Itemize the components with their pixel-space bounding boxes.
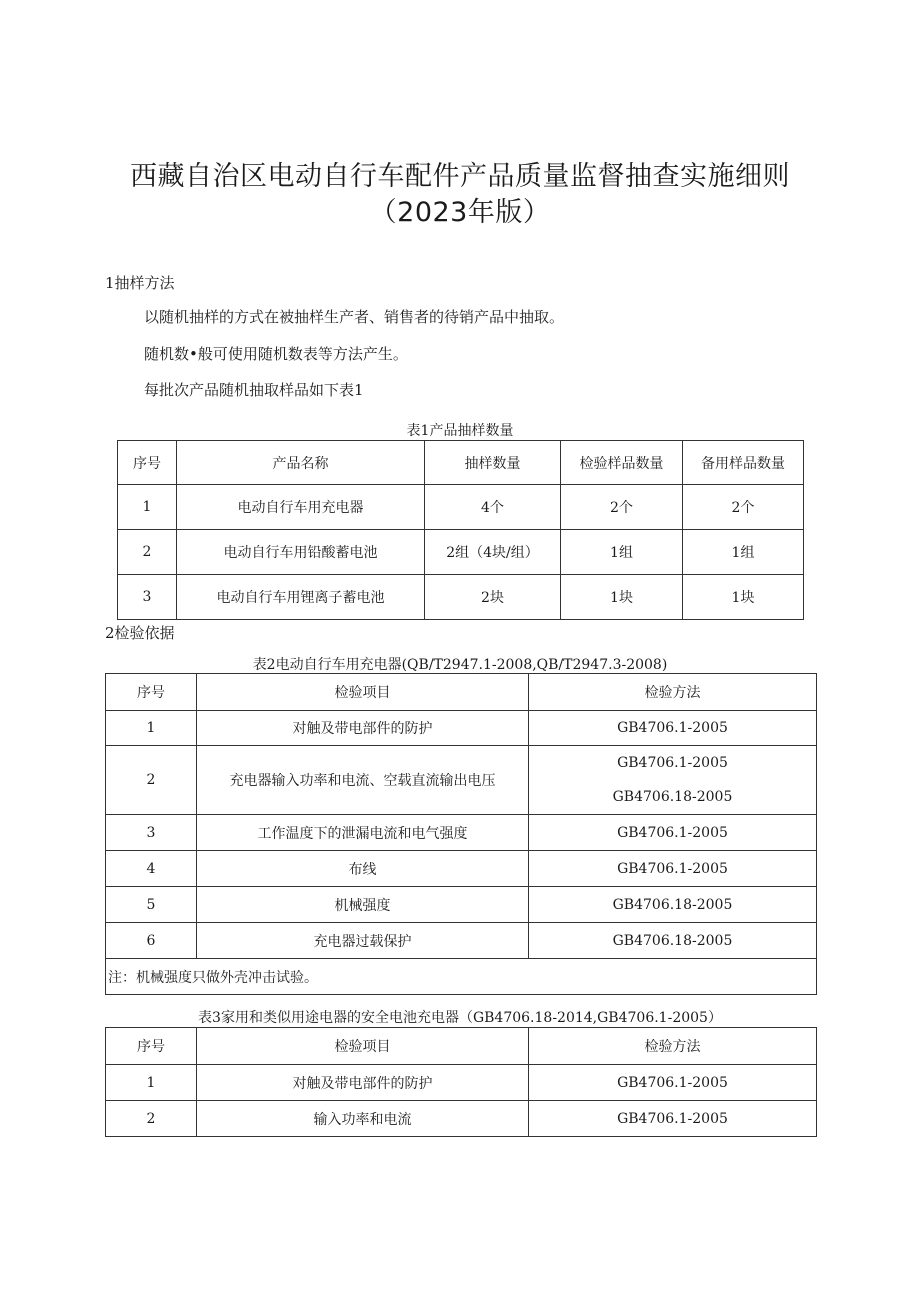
table-3-caption: 表3家用和类似用途电器的安全电池充电器（GB4706.18-2014,GB4706.1-2005）: [198, 1010, 722, 1026]
table-cell: 2: [118, 530, 177, 575]
table-cell: 机械强度: [197, 887, 529, 923]
table-cell: 3: [118, 575, 177, 620]
table-1-caption: 表1产品抽样数量: [406, 423, 514, 439]
table-cell: 对触及带电部件的防护: [197, 711, 529, 746]
table-cell: 1组: [683, 530, 804, 575]
table-header-row: [106, 1028, 817, 1065]
table-cell: 工作温度下的泄漏电流和电气强度: [197, 815, 529, 851]
table-cell: 5: [106, 887, 197, 923]
table-cell: 2个: [561, 485, 683, 530]
table-cell: 2个: [683, 485, 804, 530]
document-title: 西藏自治区电动自行车配件产品质量监督抽查实施细则: [130, 161, 790, 192]
table-cell: 1: [106, 711, 197, 746]
table-cell: 对触及带电部件的防护: [197, 1065, 529, 1101]
table-row: [106, 746, 817, 815]
table-cell: 4: [106, 851, 197, 887]
table-cell: GB4706.1-2005: [529, 1101, 817, 1137]
table-cell: 1块: [561, 575, 683, 620]
table-note-row: [106, 959, 817, 995]
table-header-cell: 序号: [106, 674, 197, 711]
table-cell: 1: [106, 1065, 197, 1101]
table-header-cell: 序号: [118, 441, 177, 485]
table-cell: 2组（4块/组）: [425, 530, 561, 575]
table-3-battery-charger-safety: [105, 1027, 817, 1137]
section-1-paragraph-3: 每批次产品随机抽取样品如下表1: [144, 381, 364, 399]
table-cell: GB4706.1-2005: [529, 1065, 817, 1101]
table-cell: 电动自行车用铅酸蓄电池: [177, 530, 425, 575]
table-header-cell: 检验样品数量: [561, 441, 683, 485]
table-row: [106, 923, 817, 959]
table-row: [106, 851, 817, 887]
table-2-charger-inspection: [105, 673, 817, 995]
table-header-cell: 备用样品数量: [683, 441, 804, 485]
table-header-cell: 序号: [106, 1028, 197, 1065]
table-row: [118, 575, 804, 620]
table-header-cell: 检验方法: [529, 674, 817, 711]
table-cell: 4个: [425, 485, 561, 530]
table-cell: 电动自行车用锂离子蓄电池: [177, 575, 425, 620]
table-row: [106, 711, 817, 746]
table-cell-multi: [529, 746, 817, 815]
table-2-caption: 表2电动自行车用充电器(QB/T2947.1-2008,QB/T2947.3-2008): [252, 657, 668, 673]
table-note: 注：机械强度只做外壳冲击试验。: [106, 959, 817, 995]
section-1-heading: 1抽样方法: [105, 274, 175, 292]
table-cell: GB4706.18-2005: [529, 887, 817, 923]
table-cell: GB4706.1-2005: [529, 815, 817, 851]
table-header-cell: 检验项目: [197, 1028, 529, 1065]
table-row: [118, 485, 804, 530]
table-cell: GB4706.1-2005: [529, 711, 817, 746]
table-cell: 2: [106, 746, 197, 815]
table-cell: 2: [106, 1101, 197, 1137]
table-header-cell: 检验项目: [197, 674, 529, 711]
table-row: [106, 1101, 817, 1137]
table-1-sampling-quantity: [117, 440, 804, 620]
table-header-cell: 检验方法: [529, 1028, 817, 1065]
table-header-row: [106, 674, 817, 711]
table-header-cell: 产品名称: [177, 441, 425, 485]
table-cell: 2块: [425, 575, 561, 620]
table-cell-line: GB4706.1-2005: [617, 755, 728, 771]
section-2-heading: 2检验依据: [105, 624, 175, 642]
table-cell: 电动自行车用充电器: [177, 485, 425, 530]
table-cell: 充电器输入功率和电流、空载直流输出电压: [197, 746, 529, 815]
table-header-cell: 抽样数量: [425, 441, 561, 485]
table-row: [118, 530, 804, 575]
table-cell: 3: [106, 815, 197, 851]
section-1-paragraph-1: 以随机抽样的方式在被抽样生产者、销售者的待销产品中抽取。: [144, 308, 565, 326]
table-cell: 6: [106, 923, 197, 959]
table-cell: 1: [118, 485, 177, 530]
table-cell: 输入功率和电流: [197, 1101, 529, 1137]
table-cell: 充电器过载保护: [197, 923, 529, 959]
table-row: [106, 887, 817, 923]
table-cell: GB4706.1-2005: [529, 851, 817, 887]
table-cell: 1组: [561, 530, 683, 575]
document-title-version: （2023年版）: [369, 197, 551, 228]
table-cell: 1块: [683, 575, 804, 620]
table-cell: GB4706.18-2005: [529, 923, 817, 959]
table-cell: 布线: [197, 851, 529, 887]
table-header-row: [118, 441, 804, 485]
section-1-paragraph-2: 随机数•般可使用随机数表等方法产生。: [144, 345, 408, 363]
table-cell-line: GB4706.18-2005: [612, 789, 733, 805]
table-row: [106, 815, 817, 851]
table-row: [106, 1065, 817, 1101]
